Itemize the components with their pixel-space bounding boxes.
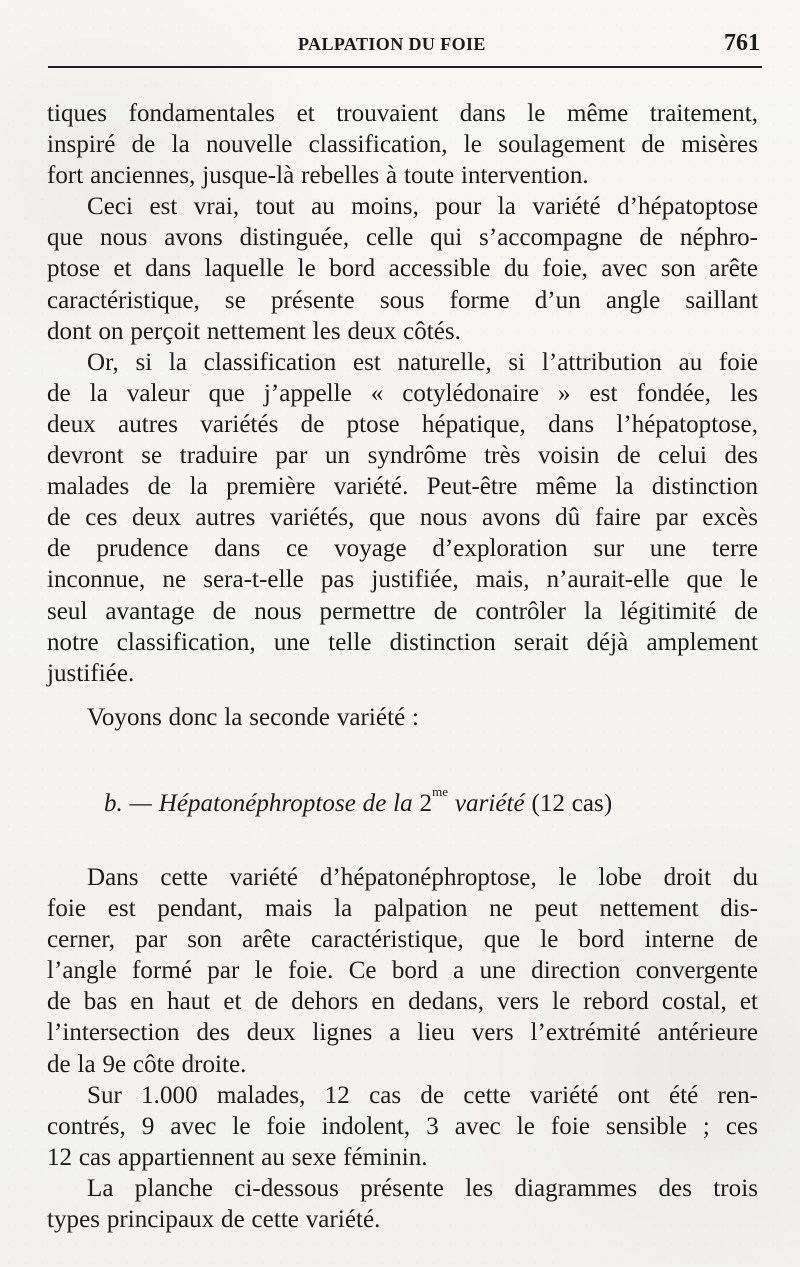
paragraph-2-line-4: caractéristique, se présente sous forme d’un angle saillant — [47, 286, 758, 314]
section-title-main: Hépatonéphroptose de la — [158, 789, 413, 817]
paragraph-3-line-1: Or, si la classification est naturelle, si l’attribution au foie — [87, 348, 758, 376]
paragraph-5-line-7: de la 9e côte droite. — [47, 1050, 247, 1078]
paragraph-1-line-3: fort anciennes, jusque-là rebelles à toute intervention. — [47, 162, 589, 190]
paragraph-5-line-3: cerner, par son arête caractéristique, que le bord interne de — [47, 926, 758, 954]
paragraph-3-line-5: malades de la première variété. Peut-être même la distinction — [47, 473, 758, 501]
paragraph-6 — [47, 1080, 758, 1173]
header-rule — [48, 66, 762, 68]
paragraph-1-line-1: tiques fondamentales et trouvaient dans le même traitement, — [47, 100, 758, 127]
paragraph-1 — [47, 98, 758, 191]
paragraph-2 — [47, 191, 758, 346]
section-gap — [47, 733, 758, 788]
section-title — [47, 783, 758, 819]
paragraph-5-line-6: l’intersection des deux lignes a lieu vers l’extrémité antérieure — [47, 1019, 758, 1047]
section-count: (12 cas) — [531, 789, 613, 817]
paragraph-5-line-1: Dans cette variété d’hépatonéphroptose, le lobe droit du — [87, 863, 758, 891]
paragraph-4 — [47, 702, 758, 733]
paragraph-6-line-2: contrés, 9 avec le foie indolent, 3 avec le foie sensible ; ces — [47, 1112, 758, 1140]
paragraph-3 — [47, 347, 758, 689]
paragraph-2-line-1: Ceci est vrai, tout au moins, pour la variété d’hépatoptose — [87, 193, 758, 221]
paragraph-3-line-7: de prudence dans ce voyage d’exploration sur une terre — [47, 535, 758, 563]
running-head: PALPATION DU FOIE — [298, 34, 486, 54]
paragraph-2-line-3: ptose et dans laquelle le bord accessible du foie, avec son arête — [47, 255, 758, 283]
paragraph-3-line-8: inconnue, ne sera-t-elle pas justifiée, mais, n’aurait-elle que le — [47, 566, 758, 594]
paragraph-3-line-3: deux autres variétés de ptose hépatique, dans l’hépatoptose, — [47, 410, 758, 438]
paragraph-5 — [47, 862, 758, 1080]
paragraph-3-line-6: de ces deux autres variétés, que nous avons dû faire par excès — [47, 504, 758, 532]
paragraph-4-line-1: Voyons donc la seconde variété : — [87, 703, 420, 731]
paragraph-5-line-5: de bas en haut et de dehors en dedans, vers le rebord costal, et — [47, 988, 758, 1016]
paragraph-7-line-2: types principaux de cette variété. — [47, 1206, 381, 1233]
paragraph-5-line-4: l’angle formé par le foie. Ce bord a une direction convergente — [47, 957, 758, 985]
page-number: 761 — [724, 30, 760, 56]
section-title-tail: variété — [454, 789, 525, 817]
paragraph-5-line-2: foie est pendant, mais la palpation ne peut nettement dis- — [47, 895, 758, 923]
section-ordinal-number: 2 — [419, 789, 433, 817]
paragraph-2-line-5: dont on perçoit nettement les deux côtés. — [47, 317, 461, 345]
paragraph-3-line-2: de la valeur que j’appelle « cotylédonaire » est fondée, les — [47, 379, 758, 407]
section-ordinal-suffix: me — [432, 783, 449, 799]
paragraph-6-line-1: Sur 1.000 malades, 12 cas de cette variété ont été ren- — [87, 1081, 758, 1109]
paragraph-3-line-9: seul avantage de nous permettre de contrôler la légitimité de — [47, 597, 758, 625]
paragraph-3-line-11: justifiée. — [47, 659, 135, 687]
paragraph-7 — [47, 1173, 758, 1235]
paragraph-2-line-2: que nous avons distinguée, celle qui s’accompagne de néphro- — [47, 224, 758, 252]
section-prefix: b. — — [104, 789, 152, 817]
paragraph-7-line-1: La planche ci-dessous présente les diagrammes des trois — [87, 1174, 758, 1202]
paragraph-3-line-10: notre classification, une telle distinction serait déjà amplement — [47, 628, 758, 656]
paragraph-3-line-4: devront se traduire par un syndrôme très voisin de celui des — [47, 442, 758, 470]
paragraph-6-line-3: 12 cas appartiennent au sexe féminin. — [47, 1143, 428, 1171]
page-body — [47, 98, 758, 1235]
paragraph-gap — [47, 689, 758, 702]
page-header — [48, 30, 762, 68]
paragraph-1-line-2: inspiré de la nouvelle classification, le soulagement de misères — [47, 131, 758, 159]
